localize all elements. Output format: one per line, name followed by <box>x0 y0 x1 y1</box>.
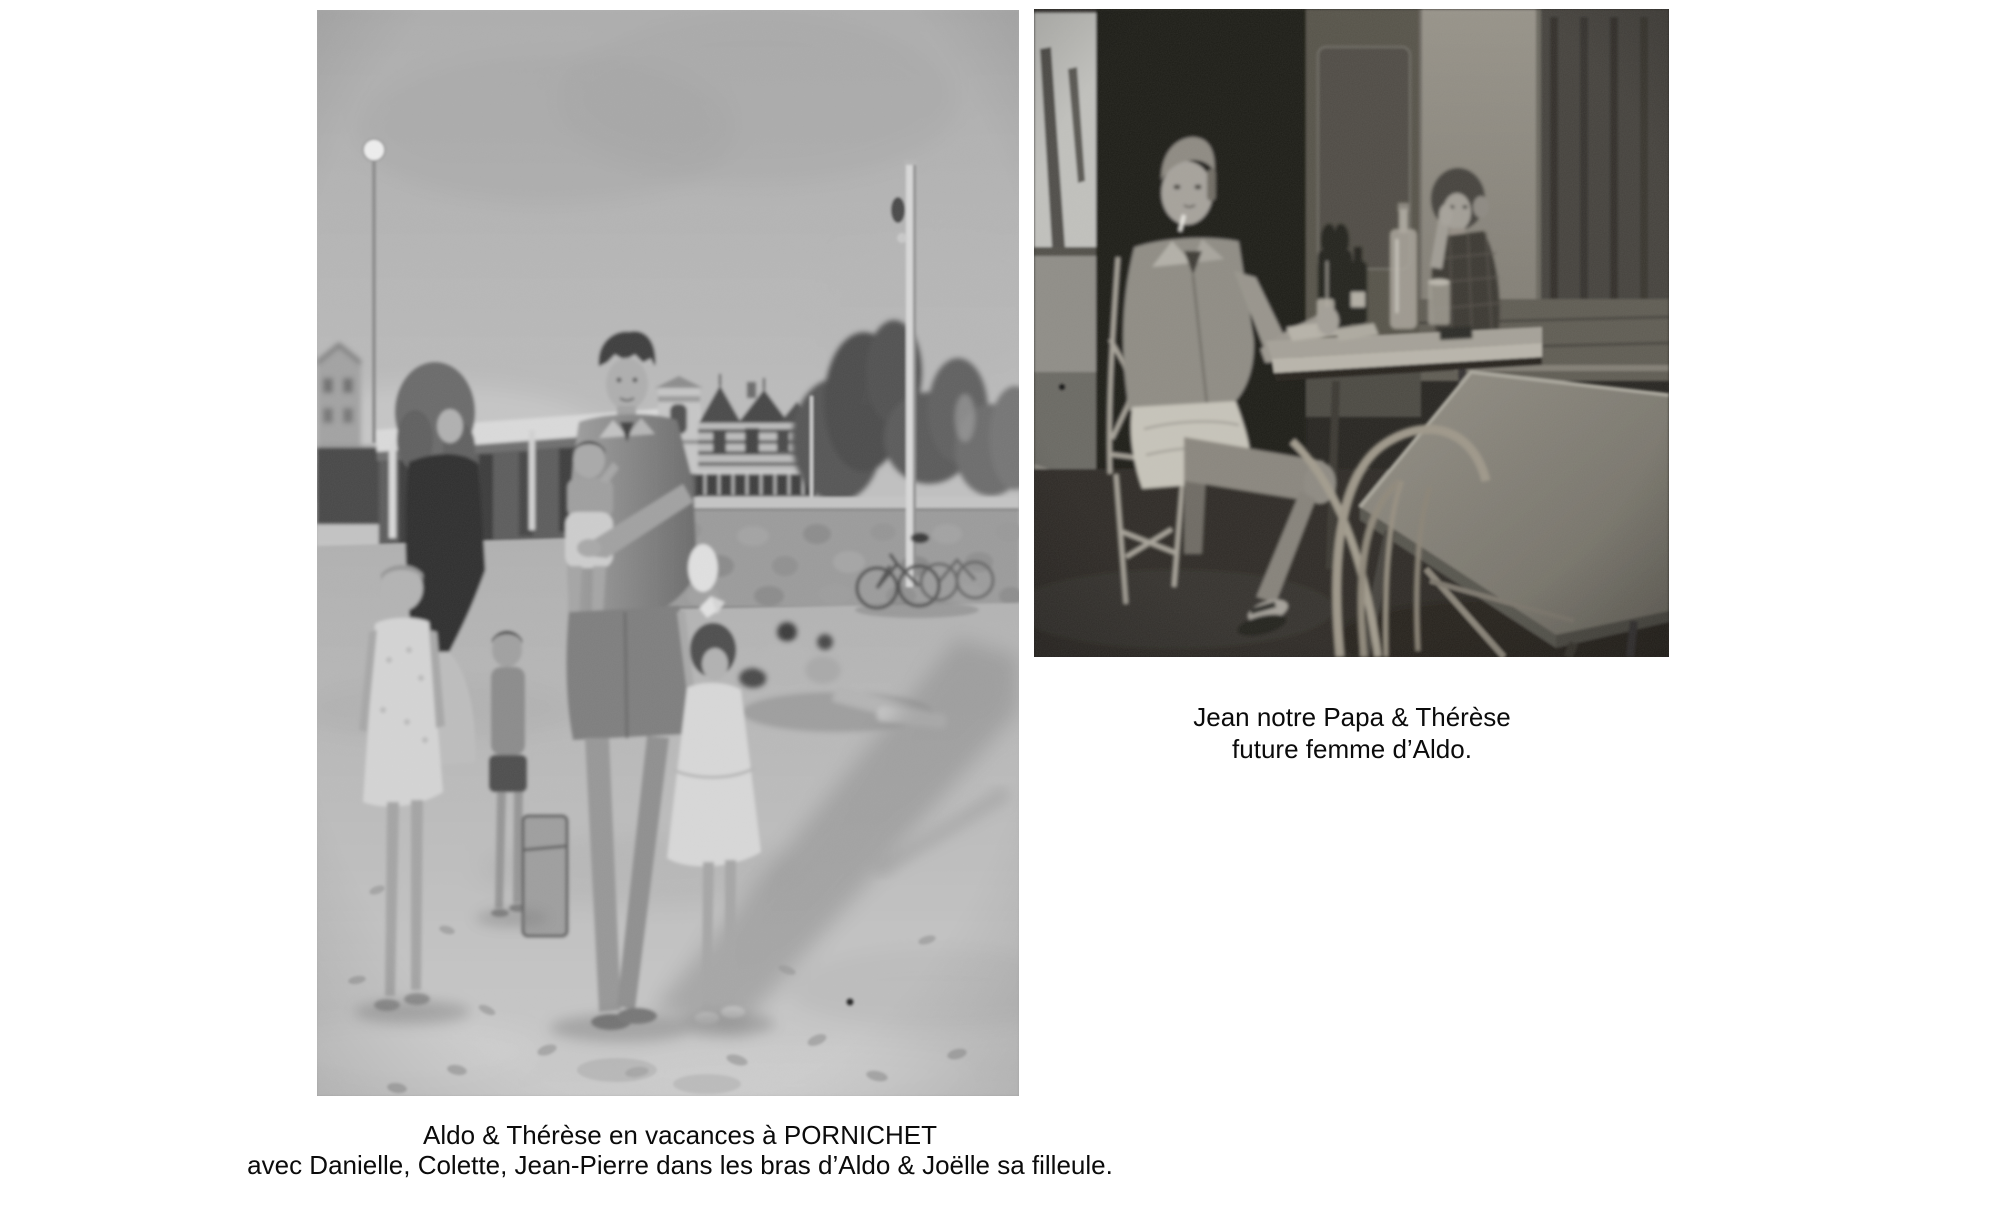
cafe-caption-line-1: Jean notre Papa & Thérèse <box>1193 702 1511 732</box>
cafe-caption <box>1002 701 1702 765</box>
cafe-caption-line-2: future femme d’Aldo. <box>1232 734 1472 764</box>
cafe-photo-image <box>1034 9 1669 657</box>
beach-caption <box>180 1120 1180 1180</box>
beach-caption-line-1: Aldo & Thérèse en vacances à PORNICHET <box>423 1120 937 1150</box>
beach-photo-image <box>317 10 1019 1096</box>
cafe-photo <box>1034 9 1669 657</box>
beach-photo <box>317 10 1019 1096</box>
beach-caption-line-2: avec Danielle, Colette, Jean-Pierre dans les bras d’Aldo & Joëlle sa filleule. <box>247 1150 1113 1180</box>
